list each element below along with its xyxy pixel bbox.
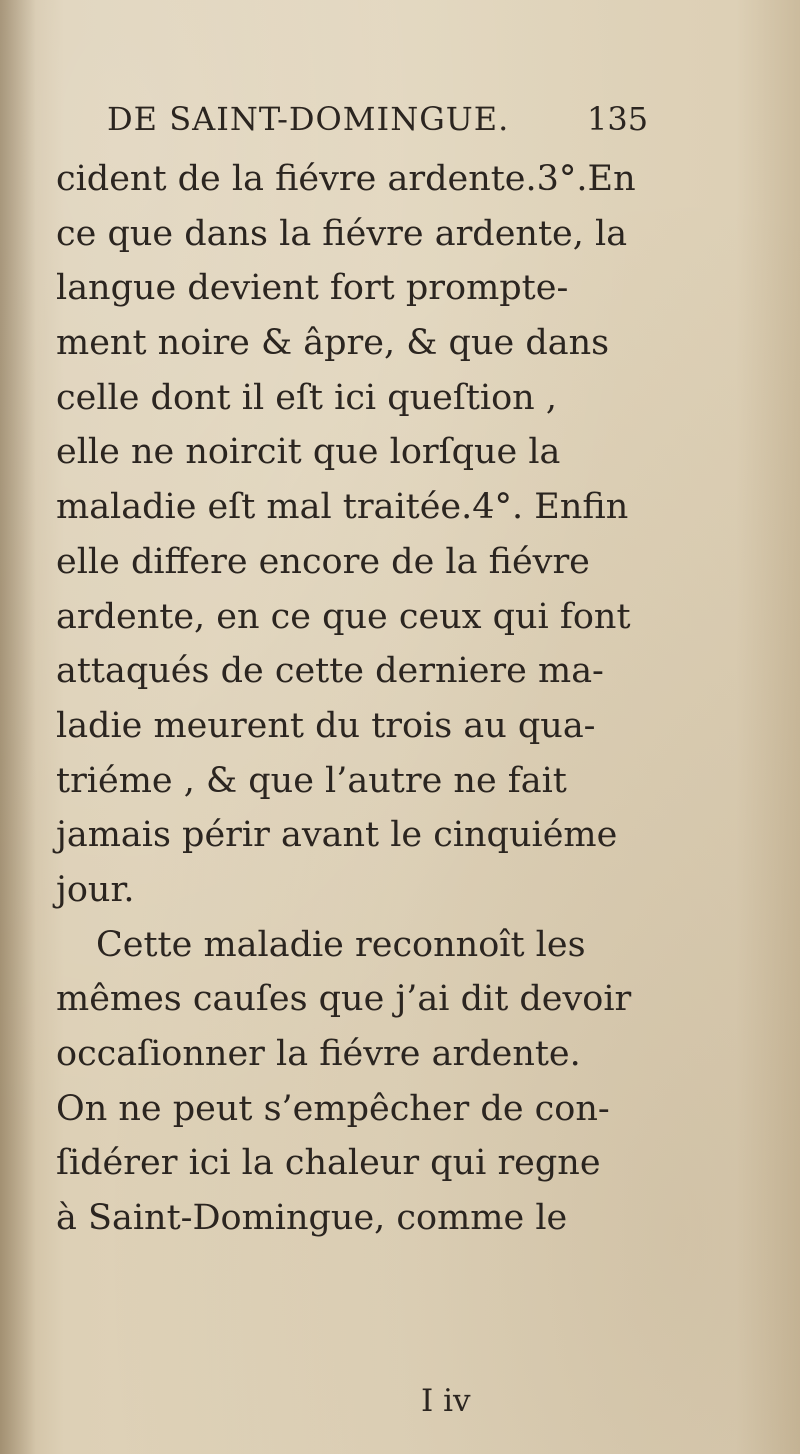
- text-line: elle differe encore de la fiévre: [56, 541, 590, 582]
- text-line: jour.: [56, 869, 135, 910]
- text-line: attaqués de cette derniere ma-: [56, 651, 604, 692]
- running-title: DE SAINT-DOMINGUE.: [107, 100, 510, 138]
- text-line: ment noire & âpre, & que dans: [56, 323, 610, 364]
- text-line: langue devient fort prompte-: [56, 268, 569, 309]
- page-gutter-shadow: [0, 0, 36, 1454]
- text-line: cident de la fiévre ardente.3°.En: [56, 159, 636, 199]
- text-line: On ne peut s’empêcher de con-: [56, 1088, 610, 1129]
- text-line: jamais périr avant le cinquiéme: [56, 815, 618, 856]
- paragraph-start-line: Cette maladie reconnoît les: [96, 924, 586, 965]
- text-line: maladie eſt mal traitée.4°. Enfin: [56, 487, 629, 528]
- text-line: triéme , & que l’autre ne fait: [56, 760, 567, 801]
- page-header: [95, 100, 655, 150]
- signature-mark: I iv: [421, 1383, 471, 1419]
- text-line: ſidérer ici la chaleur qui regne: [56, 1143, 601, 1184]
- text-line: ce que dans la fiévre ardente, la: [56, 213, 628, 254]
- text-line: à Saint-Domingue, comme le: [56, 1198, 568, 1239]
- text-line: elle ne noircit que lorſque la: [56, 432, 561, 473]
- text-line: ardente, en ce que ceux qui font: [56, 596, 631, 637]
- text-line: mêmes cauſes que j’ai dit devoir: [56, 979, 632, 1020]
- body-text: [56, 152, 746, 1246]
- text-line: ladie meurent du trois au qua-: [56, 705, 596, 746]
- text-line: celle dont il eſt ici queſtion ,: [56, 377, 557, 418]
- page-number: 135: [587, 100, 649, 138]
- text-line: occaſionner la fiévre ardente.: [56, 1034, 581, 1074]
